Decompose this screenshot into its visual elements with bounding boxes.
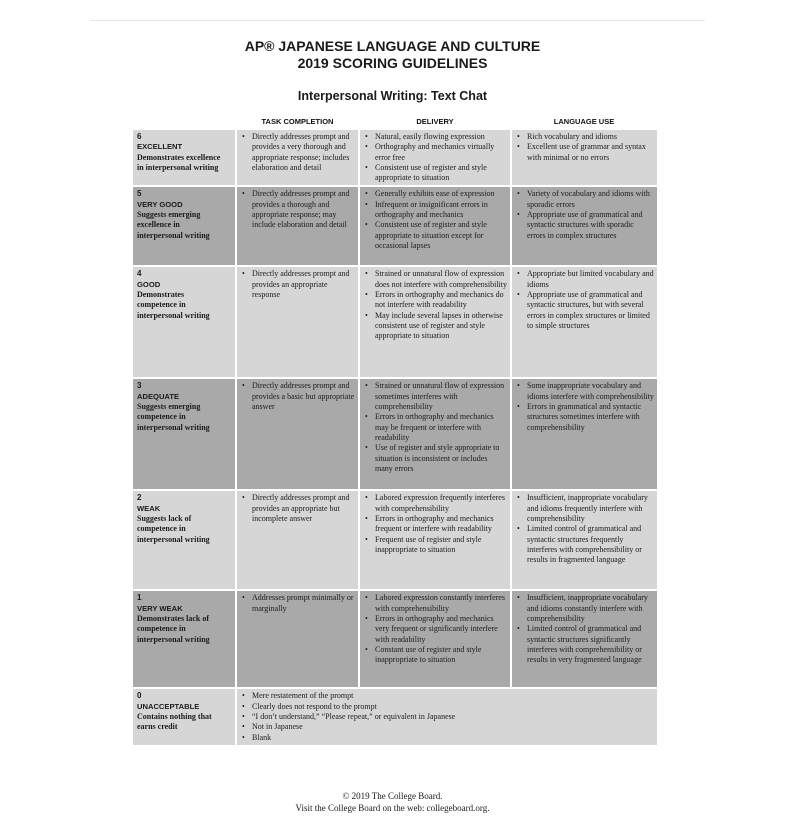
score-label: GOOD [137, 279, 161, 289]
task-completion-cell [236, 490, 359, 590]
list-item: • “I don’t understand,” “Please repeat,” or equivalent in Japanese [241, 712, 654, 722]
delivery-cell [359, 266, 511, 378]
list-item: • Blank [241, 733, 654, 743]
list-item: • Limited control of grammatical and syntactic structures significantly interferes with comprehensibility or results in very fragmented language [516, 624, 654, 665]
language-use-list [516, 593, 654, 665]
header-task-completion: TASK COMPLETION [236, 116, 359, 129]
task-completion-list [241, 132, 355, 173]
list-item: • Excellent use of grammar and syntax with minimal or no errors [516, 142, 654, 163]
task-completion-cell [236, 129, 359, 186]
list-item: • Directly addresses prompt and provides a basic but appropriate answer [241, 381, 355, 412]
language-use-list [516, 132, 654, 163]
score-cell [133, 129, 236, 186]
table-header-row [133, 116, 657, 129]
delivery-list [364, 493, 507, 555]
header-score [133, 116, 236, 129]
list-item: • Appropriate use of grammatical and syntactic structures, but with several errors in complex structures or limited to simple structures [516, 290, 654, 331]
list-item: • Use of register and style appropriate to situation is inconsistent or includes many errors [364, 443, 507, 474]
list-item: • Directly addresses prompt and provides a very thorough and appropriate response; includes elaboration and detail [241, 132, 355, 173]
task-completion-cell [236, 266, 359, 378]
page-subtitle: Interpersonal Writing: Text Chat [297, 89, 488, 103]
language-use-list [516, 189, 654, 240]
table-row-score-3 [133, 378, 657, 490]
list-item: • Orthography and mechanics virtually error free [364, 142, 507, 163]
table-row-score-2 [133, 490, 657, 590]
table-body [133, 129, 657, 745]
score-label: ADEQUATE [137, 391, 180, 401]
score-number: 1 [137, 593, 142, 603]
list-item: • Some inappropriate vocabulary and idioms interfere with comprehensibility [516, 381, 654, 402]
delivery-cell [359, 186, 511, 266]
table-row-score-0 [133, 688, 657, 744]
score-number: 4 [137, 269, 142, 279]
scoring-table [133, 116, 657, 745]
score-label: WEAK [137, 503, 161, 513]
score-cell [133, 590, 236, 688]
task-completion-list [241, 189, 355, 230]
unacceptable-criteria-list [241, 691, 654, 742]
title-line-1: AP® JAPANESE LANGUAGE AND CULTURE [244, 38, 541, 54]
task-completion-list [241, 593, 355, 614]
copyright-text: © 2019 The College Board. [342, 791, 443, 801]
list-item: • Errors in orthography and mechanics very frequent or significantly interfere with readability [364, 614, 507, 645]
task-completion-cell [236, 590, 359, 688]
score-cell [133, 186, 236, 266]
task-completion-list [241, 493, 355, 524]
page-footer [0, 790, 785, 814]
language-use-cell [511, 590, 657, 688]
delivery-list [364, 381, 507, 474]
header-delivery: DELIVERY [359, 116, 511, 129]
page-title [0, 38, 785, 72]
list-item: • Labored expression constantly interferes with comprehensibility [364, 593, 507, 614]
score-cell [133, 378, 236, 490]
score-label: UNACCEPTABLE [137, 701, 200, 711]
score-number: 2 [137, 493, 142, 503]
language-use-list [516, 269, 654, 331]
score-label: EXCELLENT [137, 142, 183, 152]
list-item: • Appropriate but limited vocabulary and idioms [516, 269, 654, 290]
list-item: • Not in Japanese [241, 722, 654, 732]
list-item: • Consistent use of register and style appropriate to situation [364, 163, 507, 184]
language-use-cell [511, 266, 657, 378]
language-use-cell [511, 186, 657, 266]
language-use-cell [511, 129, 657, 186]
list-item: • Strained or unnatural flow of expression sometimes interferes with comprehensibility [364, 381, 507, 412]
list-item: • Directly addresses prompt and provides an appropriate response [241, 269, 355, 300]
list-item: • Consistent use of register and style appropriate to situation except for occasional lapses [364, 220, 507, 251]
list-item: • Mere restatement of the prompt [241, 691, 654, 701]
task-completion-cell [236, 186, 359, 266]
score-number: 3 [137, 381, 142, 391]
delivery-cell [359, 490, 511, 590]
list-item: • Rich vocabulary and idioms [516, 132, 654, 142]
list-item: • Infrequent or insignificant errors in orthography and mechanics [364, 200, 507, 221]
score-label: VERY WEAK [137, 603, 183, 613]
language-use-cell [511, 378, 657, 490]
list-item: • Errors in orthography and mechanics frequent or interfere with readability [364, 514, 507, 535]
score-label: VERY GOOD [137, 199, 183, 209]
list-item: • Generally exhibits ease of expression [364, 189, 507, 199]
score-number: 0 [137, 691, 142, 701]
list-item: • Errors in orthography and mechanics do not interfere with readability [364, 290, 507, 311]
list-item: • Insufficient, inappropriate vocabulary and idioms constantly interfere with comprehensibility [516, 593, 654, 624]
delivery-cell [359, 378, 511, 490]
list-item: • Strained or unnatural flow of expression does not interfere with comprehensibility [364, 269, 507, 290]
delivery-list [364, 269, 507, 341]
delivery-cell [359, 590, 511, 688]
score-description: Suggests lack of competence in interpersonal writing [137, 514, 210, 544]
list-item: • Directly addresses prompt and provides an appropriate but incomplete answer [241, 493, 355, 524]
score-description: Demonstrates excellence in interpersonal writing [137, 152, 221, 172]
table-row-score-6 [133, 129, 657, 186]
list-item: • Directly addresses prompt and provides a thorough and appropriate response; may include elaboration and detail [241, 189, 355, 230]
list-item: • May include several lapses in otherwise consistent use of register and style appropriate to situation [364, 311, 507, 342]
list-item: • Natural, easily flowing expression [364, 132, 507, 142]
score-description: Demonstrates lack of competence in interpersonal writing [137, 614, 210, 644]
score-number: 6 [137, 132, 142, 141]
header-language-use: LANGUAGE USE [511, 116, 657, 129]
score-description: Contains nothing that earns credit [137, 712, 212, 732]
website-text: Visit the College Board on the web: collegeboard.org. [295, 803, 490, 813]
score-cell [133, 266, 236, 378]
score-description: Demonstrates competence in interpersonal writing [137, 290, 210, 320]
score-cell [133, 490, 236, 590]
language-use-list [516, 493, 654, 565]
list-item: • Errors in grammatical and syntactic structures sometimes interfere with comprehensibility [516, 402, 654, 433]
list-item: • Appropriate use of grammatical and syntactic structures with sporadic errors in complex structures [516, 210, 654, 241]
language-use-list [516, 381, 654, 432]
table-row-score-4 [133, 266, 657, 378]
language-use-cell [511, 490, 657, 590]
delivery-list [364, 593, 507, 665]
score-number: 5 [137, 189, 142, 199]
delivery-list [364, 189, 507, 251]
score-description: Suggests emerging competence in interpersonal writing [137, 402, 210, 432]
list-item: • Errors in orthography and mechanics may be frequent or interfere with readability [364, 412, 507, 443]
top-rule [90, 20, 705, 21]
table-row-score-1 [133, 590, 657, 688]
list-item: • Limited control of grammatical and syntactic structures frequently interferes with comprehensibility or results in fragmented language [516, 524, 654, 565]
title-line-2: 2019 SCORING GUIDELINES [297, 55, 488, 71]
score-cell [133, 688, 236, 744]
task-completion-list [241, 269, 355, 300]
task-completion-cell [236, 378, 359, 490]
unacceptable-criteria-cell [236, 688, 657, 744]
list-item: • Variety of vocabulary and idioms with sporadic errors [516, 189, 654, 210]
table-row-score-5 [133, 186, 657, 266]
delivery-cell [359, 129, 511, 186]
list-item: • Clearly does not respond to the prompt [241, 702, 654, 712]
list-item: • Constant use of register and style inappropriate to situation [364, 645, 507, 666]
delivery-list [364, 132, 507, 183]
list-item: • Addresses prompt minimally or marginally [241, 593, 355, 614]
list-item: • Labored expression frequently interferes with comprehensibility [364, 493, 507, 514]
score-description: Suggests emerging excellence in interpersonal writing [137, 210, 210, 240]
list-item: • Frequent use of register and style inappropriate to situation [364, 535, 507, 556]
list-item: • Insufficient, inappropriate vocabulary and idioms frequently interfere with comprehensibility [516, 493, 654, 524]
task-completion-list [241, 381, 355, 412]
